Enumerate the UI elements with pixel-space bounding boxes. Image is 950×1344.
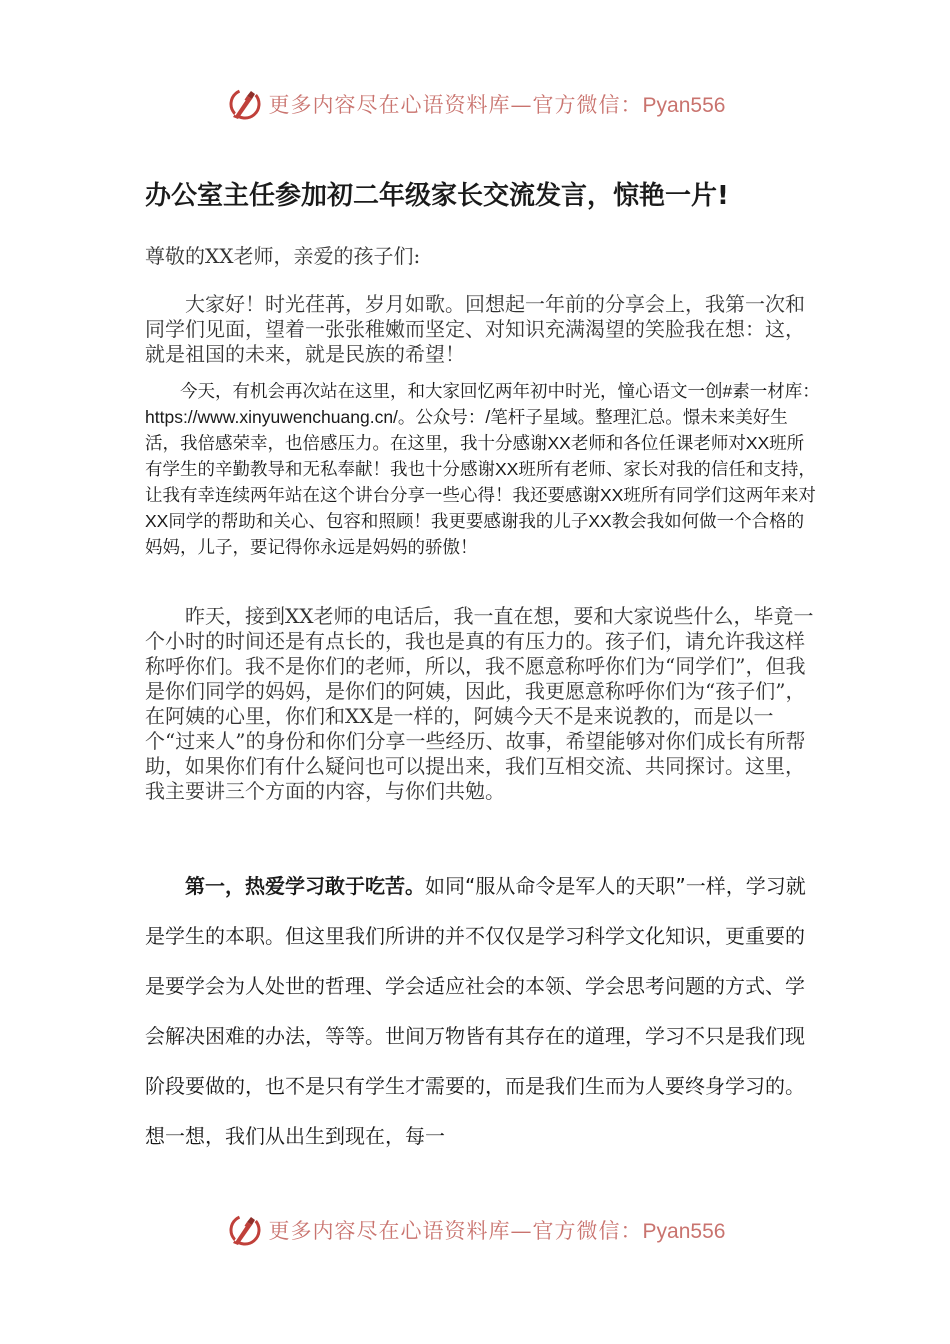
salutation: 尊敬的XX老师，亲爱的孩子们: (145, 244, 421, 268)
header-banner (0, 82, 950, 126)
banner-text (269, 1215, 726, 1245)
point-one-heading: 第一，热爱学习敢于吃苦。 (185, 874, 425, 898)
footer-banner (0, 1208, 950, 1252)
paragraph-introduction: 昨天，接到XX老师的电话后，我一直在想，要和大家说些什么，毕竟一个小时的时间还是有点长的，我也是真的有压力的。孩子们，请允许我这样称呼你们。我不是你们的老师，所以，我不愿意称呼你们为“同学们”，但我是你们同学的妈妈，是你们的阿姨，因此，我更愿意称呼你们为“孩子们”，在阿姨的心里，你们和XX是一样的，阿姨今天不是来说教的，而是以一个“过来人”的身份和你们分享一些经历、故事，希望能够对你们成长有所帮助，如果你们有什么疑问也可以提出来，我们互相交流、共同探讨。这里，我主要讲三个方面的内容，与你们共勉。 (145, 604, 814, 803)
banner-text-cn: 更多内容尽在心语资料库—官方微信： (268, 93, 643, 117)
paragraph-greeting: 大家好！时光荏苒，岁月如歌。回想起一年前的分享会上，我第一次和同学们见面，望着一张张稚嫩而坚定、对知识充满渴望的笑脸我在想：这，就是祖国的未来，就是民族的希望！ (145, 292, 805, 366)
banner-wechat-id: Pyan556 (642, 94, 726, 117)
paragraph-point-one (145, 861, 821, 1161)
banner-wechat-id: Pyan556 (642, 1220, 726, 1243)
banner-text (269, 89, 726, 119)
point-one-body: 如同“服从命令是军人的天职”一样，学习就是学生的本职。但这里我们所讲的并不仅仅是学习科学文化知识，更重要的是要学会为人处世的哲理、学会适应社会的本领、学会思考问题的方式、学会解决困难的办法，等等。世间万物皆有其存在的道理，学习不只是我们现阶段要做的，也不是只有学生才需要的，而是我们生而为人要终身学习的。想一想，我们从出生到现在，每一 (145, 874, 806, 1148)
pen-nib-logo-icon (225, 1210, 265, 1250)
pen-nib-logo-icon (225, 84, 265, 124)
paragraph-thanks: 今天，有机会再次站在这里，和大家回忆两年初中时光，憧心语文一创#素一材库：https://www.xinyuwenchuang.cn/。公众号：/笔杆子星域。整理汇总。憬未来美好生活，我倍感荣幸，也倍感压力。在这里，我十分感谢XX老师和各位任课老师对XX班所有学生的辛勤教导和无私奉献！我也十分感谢XX班所有老师、家长对我的信任和支持，让我有幸连续两年站在这个讲台分享一些心得！我还要感谢XX班所有同学们这两年来对XX同学的帮助和关心、包容和照顾！我更要感谢我的儿子XX教会我如何做一个合格的妈妈，儿子，要记得你永远是妈妈的骄傲！ (145, 381, 820, 557)
document-title: 办公室主任参加初二年级家长交流发言，惊艳一片! (145, 181, 729, 211)
banner-text-cn: 更多内容尽在心语资料库—官方微信： (268, 1219, 643, 1243)
